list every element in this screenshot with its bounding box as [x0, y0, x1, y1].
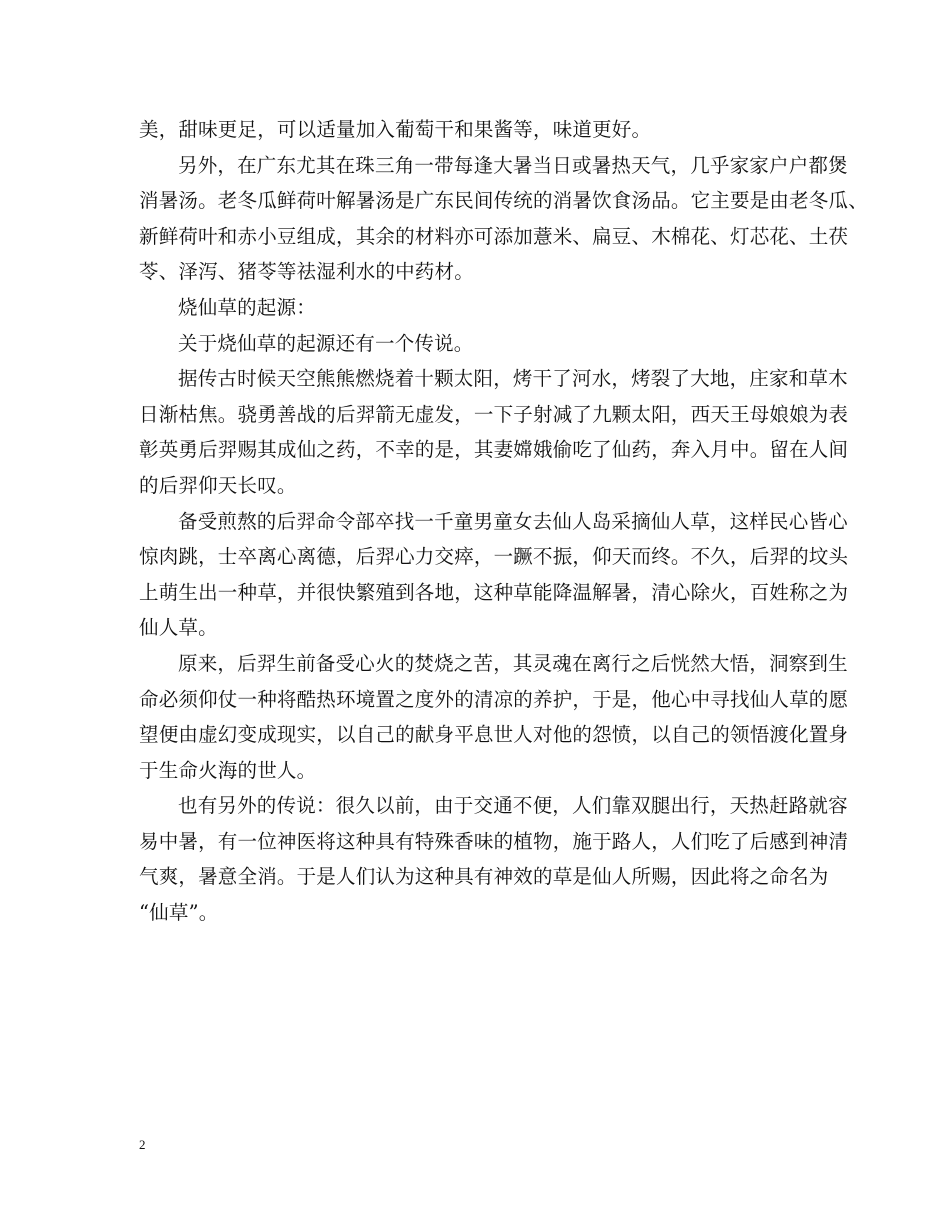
text-line: 消暑汤。老冬瓜鲜荷叶解暑汤是广东民间传统的消暑饮食汤品。它主要是由老冬瓜、 — [139, 189, 868, 213]
text-line: 美，甜味更足，可以适量加入葡萄干和果酱等，味道更好。 — [139, 118, 652, 141]
text-line: 彰英勇后羿赐其成仙之药，不幸的是，其妻嫦娥偷吃了仙药，奔入月中。留在人间 — [139, 438, 849, 462]
text-line: 仙人草。 — [139, 616, 218, 640]
text-line: 关于烧仙草的起源还有一个传说。 — [178, 331, 474, 355]
text-line: 气爽，暑意全消。于是人们认为这种具有神效的草是仙人所赐，因此将之命名为 — [139, 865, 829, 889]
text-line: 命必须仰仗一种将酷热环境置之度外的清凉的养护，于是，他心中寻找仙人草的愿 — [139, 687, 849, 711]
text-line: 另外，在广东尤其在珠三角一带每逢大暑当日或暑热天气，几乎家家户户都煲 — [178, 153, 848, 177]
text-line: 惊肉跳，士卒离心离德，后羿心力交瘁，一蹶不振，仰天而终。不久，后羿的坟头 — [139, 545, 849, 569]
text-line: 据传古时候天空熊熊燃烧着十颗太阳，烤干了河水，烤裂了大地，庄家和草木 — [178, 367, 848, 391]
text-line: 望便由虚幻变成现实，以自己的献身平息世人对他的怨愤，以自己的领悟渡化置身 — [139, 723, 849, 747]
text-line: 烧仙草的起源： — [178, 295, 316, 319]
page-number: 2 — [139, 1137, 146, 1152]
text-line: 也有另外的传说：很久以前，由于交通不便，人们靠双腿出行，天热赶路就容 — [178, 794, 848, 818]
text-line: 上萌生出一种草，并很快繁殖到各地，这种草能降温解暑，清心除火，百姓称之为 — [139, 580, 849, 604]
text-line: 易中暑，有一位神医将这种具有特殊香味的植物，施于路人，人们吃了后感到神清 — [139, 829, 849, 853]
text-line: 日渐枯焦。骁勇善战的后羿箭无虚发，一下子射减了九颗太阳，西天王母娘娘为表 — [139, 402, 849, 426]
text-line: 备受煎熬的后羿命令部卒找一千童男童女去仙人岛采摘仙人草，这样民心皆心 — [178, 509, 848, 533]
text-line: 原来，后羿生前备受心火的焚烧之苦，其灵魂在离行之后恍然大悟，洞察到生 — [178, 651, 848, 675]
text-line: “仙草”。 — [139, 901, 219, 925]
text-line: 苓、泽泻、猪苓等祛湿利水的中药材。 — [139, 260, 474, 284]
text-line: 的后羿仰天长叹。 — [139, 473, 297, 497]
text-line: 于生命火海的世人。 — [139, 758, 317, 782]
document-body — [139, 112, 868, 931]
text-line: 新鲜荷叶和赤小豆组成，其余的材料亦可添加薏米、扁豆、木棉花、灯芯花、土茯 — [139, 224, 849, 248]
